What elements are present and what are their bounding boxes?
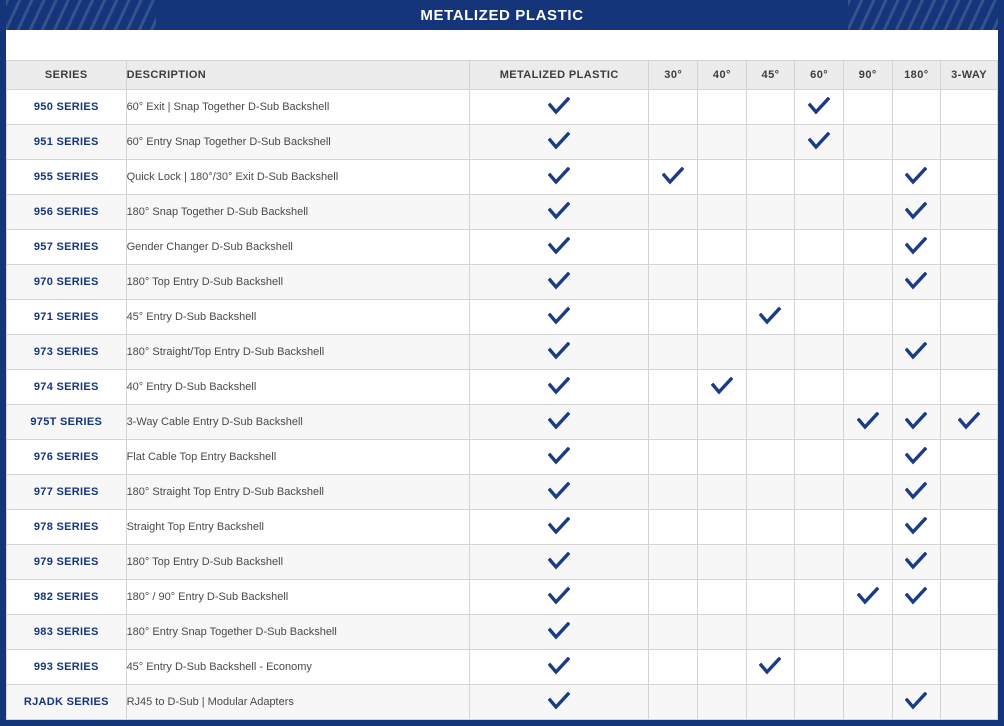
- check-icon: [662, 167, 684, 185]
- cell-metalized_plastic: [470, 580, 649, 615]
- table-row: [7, 370, 998, 405]
- check-icon: [548, 412, 570, 430]
- table-row: [7, 195, 998, 230]
- check-icon: [759, 307, 781, 325]
- check-icon: [548, 517, 570, 535]
- check-icon: [905, 482, 927, 500]
- cell-metalized_plastic: [470, 195, 649, 230]
- table-row: [7, 160, 998, 195]
- cell-way3: [941, 90, 998, 125]
- table-row: [7, 300, 998, 335]
- cell-a40: [698, 545, 747, 580]
- cell-metalized_plastic: [470, 510, 649, 545]
- check-icon: [548, 97, 570, 115]
- title-stripes-right: [848, 0, 998, 30]
- table-row: [7, 580, 998, 615]
- cell-a30: [649, 230, 698, 265]
- check-icon: [548, 447, 570, 465]
- cell-metalized_plastic: [470, 475, 649, 510]
- cell-series: RJADK SERIES: [7, 685, 127, 720]
- cell-a30: [649, 650, 698, 685]
- cell-a45: [746, 580, 795, 615]
- cell-description: 45° Entry D-Sub Backshell - Economy: [126, 650, 470, 685]
- cell-series: 983 SERIES: [7, 615, 127, 650]
- table-row: [7, 475, 998, 510]
- check-icon: [548, 237, 570, 255]
- cell-a45: [746, 230, 795, 265]
- cell-a180: [892, 510, 941, 545]
- page-title: METALIZED PLASTIC: [420, 6, 584, 24]
- cell-a45: [746, 335, 795, 370]
- cell-way3: [941, 580, 998, 615]
- table-body: [7, 90, 998, 720]
- check-icon: [711, 377, 733, 395]
- cell-a60: [795, 475, 844, 510]
- cell-a180: [892, 475, 941, 510]
- cell-a30: [649, 475, 698, 510]
- table-row: [7, 440, 998, 475]
- check-icon: [905, 412, 927, 430]
- cell-description: 40° Entry D-Sub Backshell: [126, 370, 470, 405]
- cell-a40: [698, 615, 747, 650]
- cell-a90: [843, 510, 892, 545]
- cell-way3: [941, 405, 998, 440]
- cell-metalized_plastic: [470, 370, 649, 405]
- check-icon: [759, 657, 781, 675]
- cell-way3: [941, 615, 998, 650]
- check-icon: [548, 482, 570, 500]
- cell-description: 3-Way Cable Entry D-Sub Backshell: [126, 405, 470, 440]
- cell-a60: [795, 265, 844, 300]
- cell-a90: [843, 335, 892, 370]
- cell-metalized_plastic: [470, 90, 649, 125]
- cell-a30: [649, 90, 698, 125]
- cell-way3: [941, 300, 998, 335]
- check-icon: [548, 552, 570, 570]
- cell-series: 975T SERIES: [7, 405, 127, 440]
- cell-a60: [795, 370, 844, 405]
- cell-a40: [698, 405, 747, 440]
- cell-a40: [698, 160, 747, 195]
- cell-a180: [892, 335, 941, 370]
- cell-metalized_plastic: [470, 160, 649, 195]
- cell-a60: [795, 440, 844, 475]
- cell-a90: [843, 90, 892, 125]
- table-row: [7, 615, 998, 650]
- cell-a40: [698, 370, 747, 405]
- cell-a40: [698, 685, 747, 720]
- cell-a180: [892, 265, 941, 300]
- cell-a180: [892, 685, 941, 720]
- title-stripes-left: [6, 0, 156, 30]
- cell-a60: [795, 615, 844, 650]
- cell-metalized_plastic: [470, 440, 649, 475]
- table-row: [7, 405, 998, 440]
- cell-metalized_plastic: [470, 405, 649, 440]
- cell-a45: [746, 370, 795, 405]
- cell-a90: [843, 265, 892, 300]
- cell-metalized_plastic: [470, 615, 649, 650]
- column-header-60: 60°: [795, 61, 844, 90]
- cell-a180: [892, 370, 941, 405]
- cell-series: 956 SERIES: [7, 195, 127, 230]
- cell-description: 180° / 90° Entry D-Sub Backshell: [126, 580, 470, 615]
- cell-a90: [843, 230, 892, 265]
- cell-description: 180° Entry Snap Together D-Sub Backshell: [126, 615, 470, 650]
- check-icon: [548, 307, 570, 325]
- column-header-metalized-plastic: METALIZED PLASTIC: [470, 61, 649, 90]
- cell-series: 976 SERIES: [7, 440, 127, 475]
- cell-a30: [649, 405, 698, 440]
- cell-a40: [698, 510, 747, 545]
- cell-a45: [746, 160, 795, 195]
- cell-a40: [698, 265, 747, 300]
- cell-a45: [746, 650, 795, 685]
- cell-way3: [941, 685, 998, 720]
- cell-a40: [698, 300, 747, 335]
- cell-a30: [649, 580, 698, 615]
- table-header: [7, 61, 998, 90]
- cell-a45: [746, 440, 795, 475]
- cell-a60: [795, 300, 844, 335]
- cell-a60: [795, 405, 844, 440]
- cell-description: 180° Top Entry D-Sub Backshell: [126, 265, 470, 300]
- cell-a180: [892, 195, 941, 230]
- cell-a90: [843, 195, 892, 230]
- cell-a45: [746, 195, 795, 230]
- check-icon: [808, 132, 830, 150]
- cell-series: 974 SERIES: [7, 370, 127, 405]
- cell-way3: [941, 545, 998, 580]
- cell-a30: [649, 545, 698, 580]
- cell-a30: [649, 370, 698, 405]
- cell-way3: [941, 265, 998, 300]
- cell-a60: [795, 195, 844, 230]
- check-icon: [548, 167, 570, 185]
- cell-a60: [795, 90, 844, 125]
- cell-series: 979 SERIES: [7, 545, 127, 580]
- check-icon: [905, 167, 927, 185]
- cell-a30: [649, 265, 698, 300]
- cell-a60: [795, 580, 844, 615]
- table-header-row: [7, 61, 998, 90]
- table-row: [7, 510, 998, 545]
- cell-a60: [795, 125, 844, 160]
- cell-a45: [746, 265, 795, 300]
- cell-a30: [649, 125, 698, 160]
- table-row: [7, 335, 998, 370]
- cell-a90: [843, 475, 892, 510]
- cell-series: 971 SERIES: [7, 300, 127, 335]
- cell-a40: [698, 440, 747, 475]
- cell-a180: [892, 440, 941, 475]
- cell-series: 973 SERIES: [7, 335, 127, 370]
- cell-series: 957 SERIES: [7, 230, 127, 265]
- cell-a90: [843, 405, 892, 440]
- cell-a30: [649, 615, 698, 650]
- cell-a60: [795, 510, 844, 545]
- cell-description: Quick Lock | 180°/30° Exit D-Sub Backshell: [126, 160, 470, 195]
- page-title-bar: [6, 0, 998, 30]
- check-icon: [808, 97, 830, 115]
- cell-a40: [698, 90, 747, 125]
- cell-way3: [941, 650, 998, 685]
- column-header-description: DESCRIPTION: [126, 61, 470, 90]
- cell-a90: [843, 125, 892, 160]
- cell-a180: [892, 405, 941, 440]
- cell-a180: [892, 160, 941, 195]
- cell-a30: [649, 685, 698, 720]
- check-icon: [905, 237, 927, 255]
- check-icon: [857, 412, 879, 430]
- column-header-series: SERIES: [7, 61, 127, 90]
- cell-description: 60° Exit | Snap Together D-Sub Backshell: [126, 90, 470, 125]
- column-header-3way: 3-WAY: [941, 61, 998, 90]
- cell-a45: [746, 125, 795, 160]
- cell-description: Flat Cable Top Entry Backshell: [126, 440, 470, 475]
- cell-a90: [843, 615, 892, 650]
- check-icon: [905, 552, 927, 570]
- column-header-30: 30°: [649, 61, 698, 90]
- cell-description: Straight Top Entry Backshell: [126, 510, 470, 545]
- check-icon: [548, 587, 570, 605]
- cell-series: 955 SERIES: [7, 160, 127, 195]
- cell-metalized_plastic: [470, 300, 649, 335]
- column-header-40: 40°: [698, 61, 747, 90]
- title-spacer: [6, 30, 998, 60]
- cell-series: 951 SERIES: [7, 125, 127, 160]
- cell-a40: [698, 650, 747, 685]
- cell-a180: [892, 300, 941, 335]
- cell-a45: [746, 685, 795, 720]
- cell-a60: [795, 335, 844, 370]
- cell-a45: [746, 615, 795, 650]
- table-row: [7, 125, 998, 160]
- cell-a45: [746, 510, 795, 545]
- cell-a40: [698, 195, 747, 230]
- cell-a40: [698, 475, 747, 510]
- cell-series: 977 SERIES: [7, 475, 127, 510]
- cell-a45: [746, 405, 795, 440]
- cell-metalized_plastic: [470, 230, 649, 265]
- cell-series: 978 SERIES: [7, 510, 127, 545]
- check-icon: [548, 622, 570, 640]
- cell-description: 180° Straight Top Entry D-Sub Backshell: [126, 475, 470, 510]
- cell-way3: [941, 510, 998, 545]
- cell-series: 950 SERIES: [7, 90, 127, 125]
- cell-a90: [843, 580, 892, 615]
- cell-a180: [892, 545, 941, 580]
- check-icon: [548, 377, 570, 395]
- cell-way3: [941, 335, 998, 370]
- cell-way3: [941, 160, 998, 195]
- cell-a90: [843, 160, 892, 195]
- cell-a180: [892, 615, 941, 650]
- cell-metalized_plastic: [470, 125, 649, 160]
- cell-series: 970 SERIES: [7, 265, 127, 300]
- cell-a90: [843, 370, 892, 405]
- table-row: [7, 230, 998, 265]
- check-icon: [905, 587, 927, 605]
- cell-description: 180° Straight/Top Entry D-Sub Backshell: [126, 335, 470, 370]
- table-row: [7, 90, 998, 125]
- table-row: [7, 265, 998, 300]
- cell-a90: [843, 685, 892, 720]
- check-icon: [548, 342, 570, 360]
- cell-series: 993 SERIES: [7, 650, 127, 685]
- cell-way3: [941, 370, 998, 405]
- table-row: [7, 685, 998, 720]
- cell-a45: [746, 300, 795, 335]
- cell-metalized_plastic: [470, 335, 649, 370]
- cell-metalized_plastic: [470, 265, 649, 300]
- cell-a90: [843, 300, 892, 335]
- cell-series: 982 SERIES: [7, 580, 127, 615]
- cell-way3: [941, 440, 998, 475]
- cell-description: 180° Snap Together D-Sub Backshell: [126, 195, 470, 230]
- cell-a90: [843, 650, 892, 685]
- cell-description: 45° Entry D-Sub Backshell: [126, 300, 470, 335]
- table-row: [7, 650, 998, 685]
- check-icon: [548, 657, 570, 675]
- cell-description: 60° Entry Snap Together D-Sub Backshell: [126, 125, 470, 160]
- cell-way3: [941, 195, 998, 230]
- cell-description: RJ45 to D-Sub | Modular Adapters: [126, 685, 470, 720]
- column-header-45: 45°: [746, 61, 795, 90]
- cell-a45: [746, 475, 795, 510]
- compatibility-table: [6, 60, 998, 720]
- cell-a30: [649, 195, 698, 230]
- cell-a180: [892, 580, 941, 615]
- cell-way3: [941, 230, 998, 265]
- cell-metalized_plastic: [470, 545, 649, 580]
- check-icon: [905, 202, 927, 220]
- check-icon: [548, 132, 570, 150]
- cell-a40: [698, 125, 747, 160]
- cell-a30: [649, 335, 698, 370]
- cell-a180: [892, 125, 941, 160]
- cell-a30: [649, 160, 698, 195]
- cell-a30: [649, 300, 698, 335]
- cell-description: Gender Changer D-Sub Backshell: [126, 230, 470, 265]
- cell-a60: [795, 545, 844, 580]
- cell-way3: [941, 475, 998, 510]
- cell-a60: [795, 685, 844, 720]
- cell-description: 180° Top Entry D-Sub Backshell: [126, 545, 470, 580]
- cell-a180: [892, 230, 941, 265]
- column-header-180: 180°: [892, 61, 941, 90]
- cell-a30: [649, 510, 698, 545]
- check-icon: [548, 272, 570, 290]
- cell-way3: [941, 125, 998, 160]
- cell-a30: [649, 440, 698, 475]
- check-icon: [857, 587, 879, 605]
- cell-a60: [795, 160, 844, 195]
- cell-a40: [698, 230, 747, 265]
- cell-a60: [795, 650, 844, 685]
- check-icon: [905, 692, 927, 710]
- check-icon: [905, 272, 927, 290]
- check-icon: [905, 517, 927, 535]
- cell-metalized_plastic: [470, 650, 649, 685]
- cell-a90: [843, 440, 892, 475]
- check-icon: [548, 202, 570, 220]
- column-header-90: 90°: [843, 61, 892, 90]
- cell-a90: [843, 545, 892, 580]
- cell-a180: [892, 90, 941, 125]
- cell-a40: [698, 580, 747, 615]
- cell-metalized_plastic: [470, 685, 649, 720]
- cell-a45: [746, 545, 795, 580]
- check-icon: [958, 412, 980, 430]
- check-icon: [548, 692, 570, 710]
- cell-a45: [746, 90, 795, 125]
- check-icon: [905, 342, 927, 360]
- cell-a60: [795, 230, 844, 265]
- table-row: [7, 545, 998, 580]
- cell-a180: [892, 650, 941, 685]
- cell-a40: [698, 335, 747, 370]
- check-icon: [905, 447, 927, 465]
